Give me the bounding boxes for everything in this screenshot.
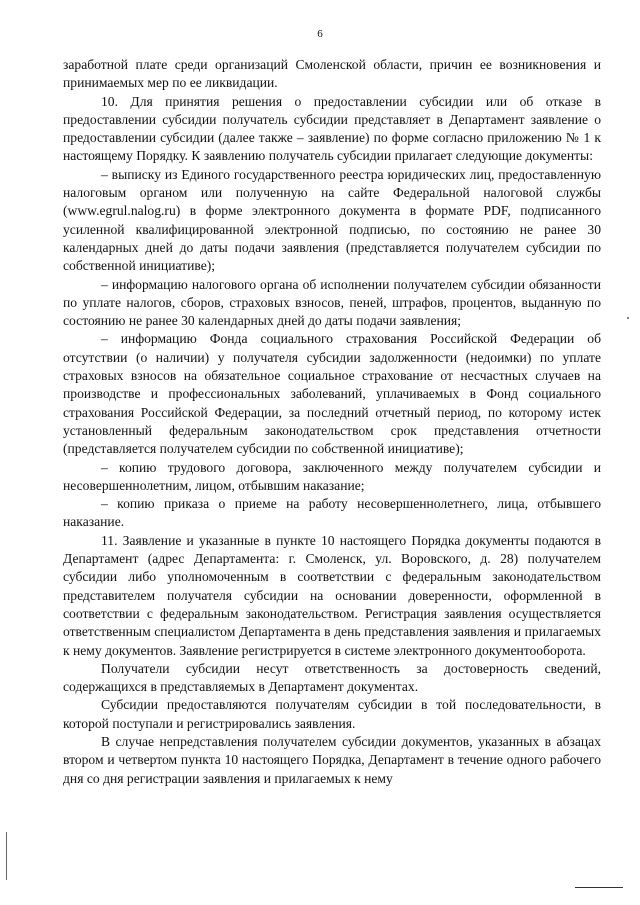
paragraph-sequence: Субсидии предоставляются получателям субсидии в той последовательности, в которой поступали и регистрировались заявления. [63,697,601,731]
scan-corner-line [575,887,623,888]
paragraph-item-11: 11. Заявление и указанные в пункте 10 настоящего Порядка документы подаются в Департамент (адрес Департамента: г. Смоленск, ул. Воровского, д. 28) получателем субсидии либо уполномоченным в соответствии с федеральным законодательством представителем получателя субсидии на основании доверенности, оформленной в соответствии с федеральным законодательством. Регистрация заявления осуществляется ответственным специалистом Департамента в день представления заявления и прилагаемых к нему документов. Заявление регистрируется в системе электронного документооборота. [63,532,601,658]
paragraph-responsibility: Получатели субсидии несут ответственность за достоверность сведений, содержащихся в представляемых в Департамент документах. [63,660,601,695]
list-item-egrul-extract: – выписку из Единого государственного реестра юридических лиц, предоставленную налоговым органом или полученную на сайте Федеральной налоговой службы (www.egrul.nalog.ru) в форме электронного документа в формате PDF, подписанного усиленной квалифицированной электронной подписью, по состоянию не ранее 30 календарных дней до даты подачи заявления (представляется получателем субсидии по собственной инициативе); [63,166,601,274]
document-body [63,56,601,788]
scan-dot [627,317,629,319]
list-item-employment-contract: – копию трудового договора, заключенного между получателем субсидии и несовершеннолетним, лицом, отбывшим наказание; [63,459,601,493]
list-item-hiring-order: – копию приказа о приеме на работу несовершеннолетнего, лица, отбывшего наказание. [63,496,601,530]
page-number: 6 [317,28,323,40]
scan-edge-mark [6,832,7,880]
paragraph-continuation: заработной плате среди организаций Смоленской области, причин ее возникновения и принимаемых мер по ее ликвидации. [63,57,601,91]
list-item-social-insurance-info: – информацию Фонда социального страхования Российской Федерации об отсутствии (о наличии) у получателя субсидии задолженности (недоимки) по уплате страховых взносов на обязательное социальное страхование от несчастных случаев на производстве и профессиональных заболеваний, уплачиваемых в Фонд социального страхования Российской Федерации, за последний отчетный период, по которому истек установленный федеральным законодательством срок представления отчетности (представляется получателем субсидии по собственной инициативе); [63,331,601,457]
paragraph-item-10: 10. Для принятия решения о предоставлении субсидии или об отказе в предоставлении субсидии получатель субсидии представляет в Департамент заявление о предоставлении субсидии (далее также – заявление) по форме согласно приложению № 1 к настоящему Порядку. К заявлению получатель субсидии прилагает следующие документы: [63,93,601,164]
paragraph-non-submission: В случае непредставления получателем субсидии документов, указанных в абзацах втором и четвертом пункта 10 настоящего Порядка, Департамент в течение одного рабочего дня со дня регистрации заявления и прилагаемых к нему [63,733,601,786]
list-item-tax-info: – информацию налогового органа об исполнении получателем субсидии обязанности по уплате налогов, сборов, страховых взносов, пеней, штрафов, процентов, выданную по состоянию не ранее 30 календарных дней до даты подачи заявления; [63,276,601,329]
